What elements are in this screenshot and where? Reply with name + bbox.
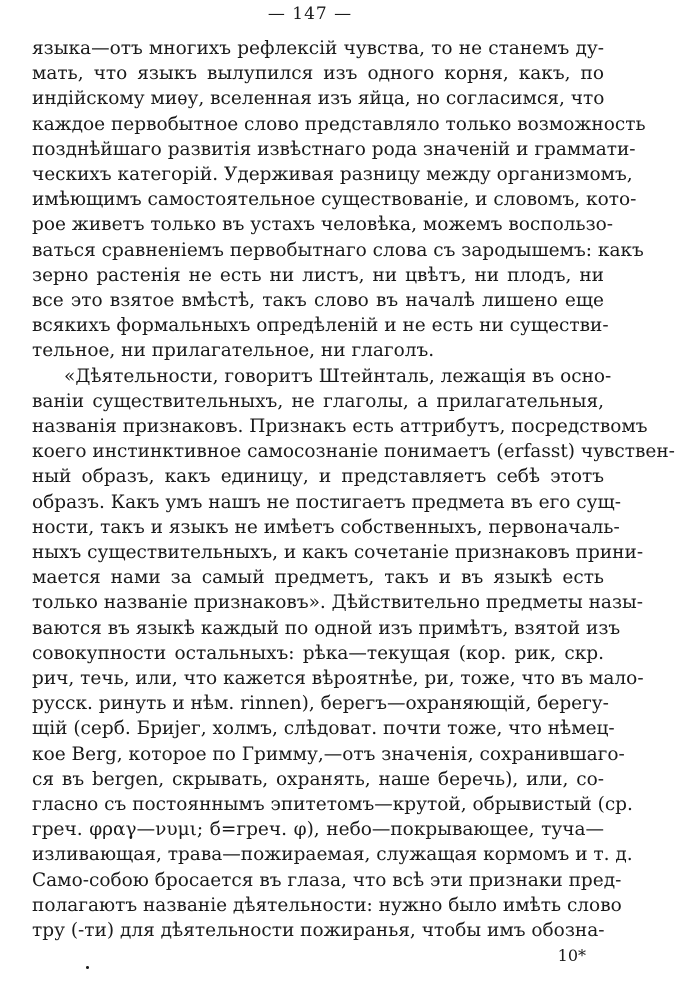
text-line: позднѣйшаго развитія извѣстнаго рода значеній и граммати- — [32, 138, 636, 160]
text-line: Само-собою бросается въ глаза, что всѣ эти признаки пред- — [32, 869, 622, 891]
text-line: ваются въ языкѣ каждый по одной изъ примѣтъ, взятой изъ — [32, 617, 621, 639]
text-line: языка—отъ многихъ рефлексій чувства, то не станемъ ду- — [32, 38, 604, 59]
paragraph-start-line: «Дѣятельности, говоритъ Штейнталь, лежащія въ осно- — [64, 365, 612, 387]
text-line: русск. ринуть и нѣм. rinnen), берегъ—охраняющій, берегу- — [32, 693, 609, 715]
text-line: ваться сравненіемъ первобытнаго слова съ зародышемъ: какъ — [32, 239, 644, 261]
text-line: рич, течь, или, что кажется вѣроятнѣе, ри, тоже, что въ мало- — [32, 668, 644, 689]
text-line: изливающая, трава—пожираемая, служащая кормомъ и т. д. — [32, 844, 633, 866]
text-line: ся въ bergen, скрывать, охранять, наше беречь), или, со- — [32, 768, 604, 790]
text-line: ности, такъ и языкъ не имѣетъ собственныхъ, первоначаль- — [32, 516, 620, 538]
signature-mark: 10* — [557, 946, 586, 965]
text-line: рое живетъ только въ устахъ человѣка, можемъ воспользо- — [32, 214, 614, 236]
text-line: названія признаковъ. Признакъ есть аттрибутъ, посредствомъ — [32, 416, 648, 437]
text-line: ческихъ категорій. Удерживая разницу между организмомъ, — [32, 164, 633, 185]
text-line: все это взятое вмѣстѣ, такъ слово въ началѣ лишено еще — [32, 290, 604, 311]
text-line: греч. φραγ—νυμι; б=греч. φ), небо—покрывающее, туча— — [32, 819, 604, 841]
text-line: тру (-ти) для дѣятельности пожиранья, чтобы имъ обозна- — [32, 920, 605, 941]
text-line: ваніи существительныхъ, не глаголы, а прилагательныя, — [32, 390, 604, 412]
text-line: полагаютъ названіе дѣятельности: нужно было имѣть слово — [32, 894, 622, 916]
text-line: мается нами за самый предметъ, такъ и въ языкѣ есть — [32, 567, 604, 589]
text-line: ныхъ существительныхъ, и какъ сочетаніе признаковъ прини- — [32, 542, 644, 563]
paragraph-end-line: тельное, ни прилагательное, ни глаголъ. — [32, 340, 435, 362]
page-number: — 147 — — [267, 4, 353, 24]
text-line: имѣющимъ самостоятельное существованіе, и словомъ, кото- — [32, 189, 637, 211]
text-line: гласно съ постояннымъ эпитетомъ—крутой, обрывистый (ср. — [32, 794, 633, 815]
text-line: ный образъ, какъ единицу, и представляетъ себѣ этотъ — [32, 466, 604, 488]
print-speck — [86, 966, 89, 969]
text-line: щій (серб. Бриjег, холмъ, слѣдоват. почти тоже, что нѣмец- — [32, 718, 615, 740]
text-line: зерно растенія не есть ни листъ, ни цвѣтъ, ни плодъ, ни — [32, 264, 604, 286]
text-line: мать, что языкъ вылупился изъ одного корня, какъ, по — [32, 63, 604, 85]
text-line: совокупности остальныхъ: рѣка—текущая (кор. рик, скр. — [32, 642, 604, 664]
text-line: каждое первобытное слово представляло только возможность — [32, 113, 646, 135]
text-line: коего инстинктивное самосознаніе понимаетъ (erfasst) чувствен- — [32, 441, 675, 463]
text-line: кое Berg, которое по Гримму,—отъ значенія, сохранившаго- — [32, 743, 625, 765]
text-line: образъ. Какъ умъ нашъ не постигаетъ предмета въ его сущ- — [32, 491, 621, 513]
text-line: индійскому миѳу, вселенная изъ яйца, но согласимся, что — [32, 88, 605, 110]
text-line: всякихъ формальныхъ опредѣленій и не есть ни существи- — [32, 315, 609, 337]
text-line: только названіе признаковъ». Дѣйствительно предметы назы- — [32, 592, 644, 614]
